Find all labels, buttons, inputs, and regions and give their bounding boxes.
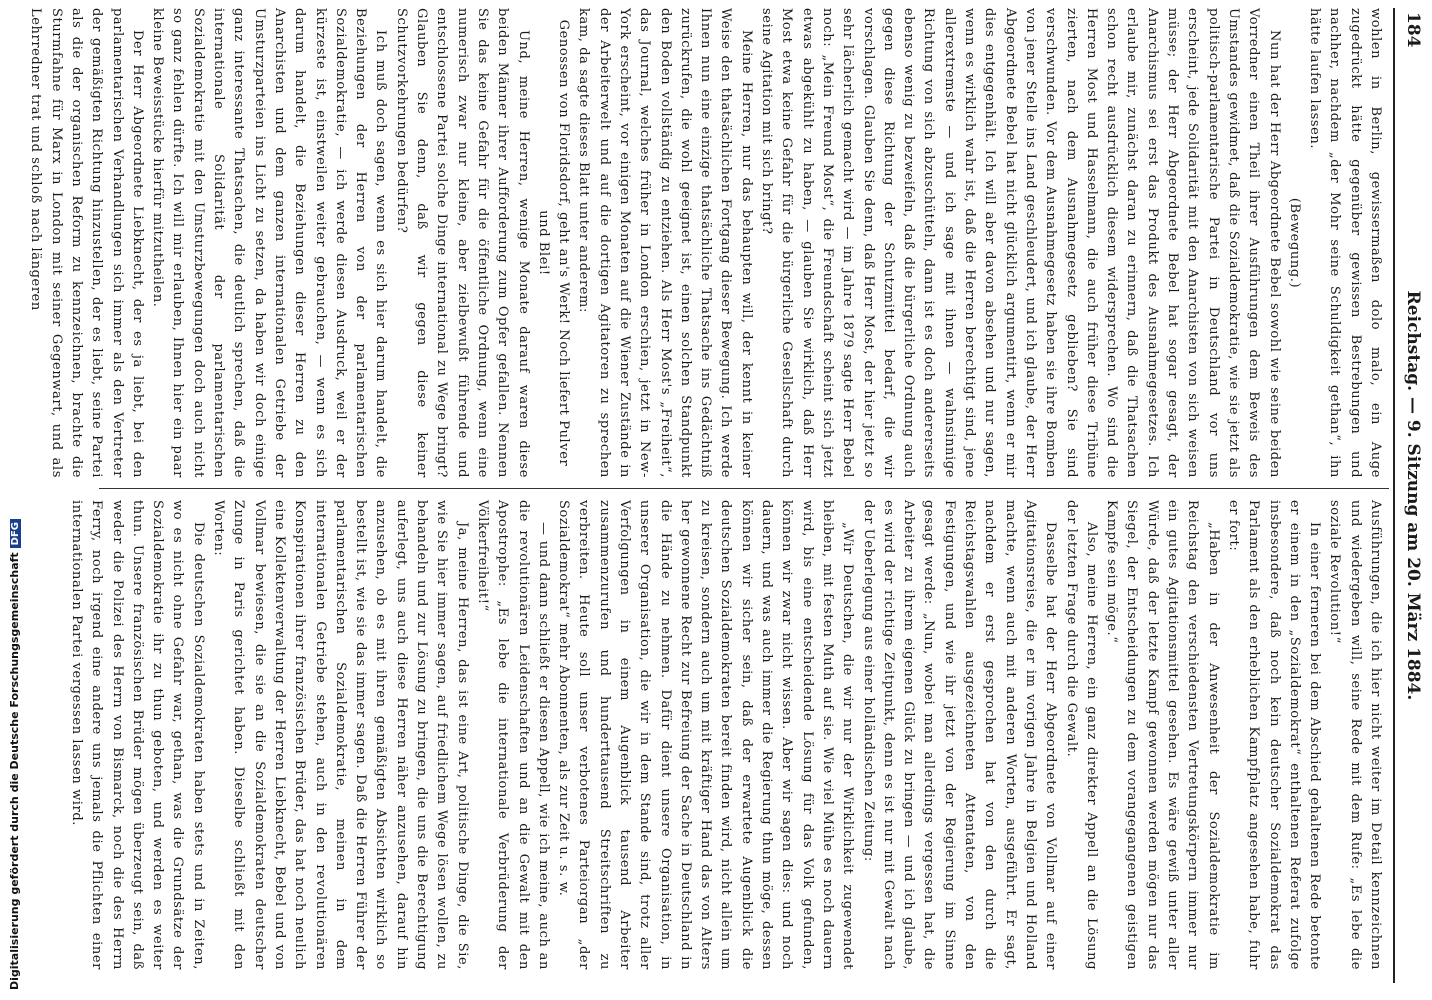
page-header (1393, 8, 1425, 983)
paragraph: Der Herr Abgeordnete Liebknecht, der es ja liebt, bei den parlamentarischen Verhandlungen sich immer als den Vertreter der gemäßigten Richtung hinzustellen, der es liebt, seine Partei als die der organischen Reform zu kennzeichnen, brachte die Sturmfahne für Marx in London mit seiner Gegenwart, und als Lehrredner trat und schloß nach längeren (28, 8, 145, 478)
paragraph: „Wir Deutschen, die wir nur der Wirklichkeit zugewendet bleiben, mit festen Muth auf sie. Wie viel Mühe es noch dauern wird, bis eine entscheidende Lösung für das Volk gefunden, können wir zwar nicht wissen. Aber wir sagen dies: und noch dauern, und was auch immer die Regierung thun möge, dessen können wir sicher sein, daß der erwartete Augenblick die deutschen Sozialdemokraten bereit finden wird, nicht allein um zu kreisen, sondern auch um mit kräftiger Hand das von Alters her gewonnene Recht zur Befreiung der Sache in Deutschland in die Hände zu nehmen. Dafür dient unsere Organisation, in unserer Organisation, die wir in dem Stande sind, trotz aller Verfolgungen in einem Augenblick tausend Arbeiter zusammenzurufen und hunderttausend Streitschriften zu verbreiten. Heute soll unser verbotenes Parteiorgan „der Sozialdemokrat“ mehr Abonnenten, als zur Zeit u. s. w. (556, 500, 856, 970)
paragraph: Die deutschen Sozialdemokraten haben stets und in Zeiten, wo es nicht ohne Gefahr war, gethan, was die Grundsätze der Sozialdemokratie ihr zu thun geboten, und werden es weiter thun. Unsere französischen Brüder mögen überzeugt sein, daß weder die Polizei des Herrn von Bismarck, noch die des Herrn Ferry, noch irgend eine andere uns jemals die Pflichten einer internationalen Partei vergessen lassen wird. (69, 500, 206, 970)
paragraph: Ausführungen, die ich hier nicht weiter im Detail kennzeichnen und wiedergeben will, seine Rede mit dem Rufe: „Es lebe die soziale Revolution!“ (1327, 500, 1383, 970)
credit-text: Digitalisierung gefördert durch die Deutsche Forschungsgemeinschaft (8, 552, 21, 990)
right-column (69, 500, 1385, 970)
paragraph: Genossen von Floridsdorf, geht an's Werk! Noch liefert Pulver und Blei! (535, 19, 572, 467)
paragraph: Ja, meine Herren, das ist eine Art, politische Dinge, die Sie, wie Sie hier immer sagen, auf friedlichem Wege lösen wollen, zu behandeln und zur Lösung zu bringen, die uns die Berechtigung auferlegt, uns auch diese Herren näher anzusehen, darauf hin anzusehen, ob es mit ihren gemäßigten Absichten wirklich so bestellt ist, wie sie das immer sagen. Daß die Herren Führer der parlamentarischen Sozialdemokratie, meinen in dem internationalen Getriebe stehen, auch in den revolutionären Konspirationen ihrer französischen Brüder, das hat noch neulich eine Kollektenverwaltung der Herren Liebknecht, Bebel und von Vollmar bewiesen, die sie an die Sozialdemokraten deutscher Zunge in Paris gerichtet haben. Dieselbe schließt mit den Worten: (211, 500, 470, 970)
page-title: Reichstag. — 9. Sitzung am 20. März 1884. (1403, 290, 1423, 701)
paragraph: wohlen in Berlin, gewissermaßen dolo malo, ein Auge zugedrückt hätte gegenüber gewissen Bestrebungen und nachher, nachdem „der Mohr seine Schuldigkeit gethan“, ihn hätte laufen lassen. (1307, 8, 1383, 478)
page-number: 184 (1403, 12, 1423, 48)
paragraph: — und dann schließt er diesen Appell, wie ich meine, auch an die revolutionären Leidenschaften und an die Gewalt mit den Apostrophe: „Es lebe die internationale Verbrüderung der Völkerfreiheit!“ (474, 500, 551, 970)
left-column (28, 8, 1385, 478)
paragraph: Dasselbe hat der Herr Abgeordnete von Vollmar auf einer Agitationsreise, die er im vorigen Jahre in Belgien und Holland machte, wenn auch mit anderen Worten, ausgeführt. Er sagt, nachdem er erst gesprochen hat von den durch die Reichstagswahlen ausgezeichneten Attentaten, von den Festigungen, und wie ihr jetzt von der Regierung im Sinne gesagt werde: „Nun, wobei man allerdings vergessen hat, die Arbeiter zu ihrem eigenen Glück zu bringen — und ich glaube, es wird der richtige Zeitpunkt, denn es ist nur mit Gewalt nach der Ueberlegung aus einer holländischen Zeitung: (860, 500, 1059, 970)
paragraph: Nun hat der Herr Abgeordnete Bebel sowohl wie seine beiden Vorredner einen Theil ihrer Ausführungen dem Beweis des Umstandes gewidmet, daß die Sozialdemokratie, wie sie jetzt als politisch-parlamentarische Partei in Deutschland vor uns erscheint, jede Solidarität mit den Anarchisten von sich weisen müsse; der Herr Abgeordnete Bebel hat sogar gesagt, der Anarchismus sei erst das Produkt des Ausnahmegesetzes. Ich erlaube mir, zunächst daran zu erinnern, daß die Thatsachen schon recht ausdrücklich diesem widersprechen. Wo sind die Herren Most und Hasselmann, die auch früher diese Tribüne zierten, nach dem Ausnahmegesetz geblieben? Sie sind verschwunden. Vor dem Ausnahmegesetz haben sie ihre Bomben von jener Stelle ins Land geschleudert, und ich glaube, der Herr Abgeordnete Bebel hat nicht glücklich argumentirt, wenn er mir dies entgegenhält. Ich will aber davon absehen und nur sagen, wenn es wirklich wahr ist, daß die Herren berechtigt sind, jene allerextremste — und ich sage mit ihnen — wahnsinnige Richtung von sich abzuschütteln, dann ist es doch andererseits ebenso wenig zu bezweifeln, daß die bürgerliche Ordnung auch gegen diese Richtung der Schutzmittel bedarf, die wir vorschlagen. Glauben Sie denn, daß Herr Most, der hier jetzt so sehr lächerlich gemacht wird — im Jahre 1879 sagte Herr Bebel noch: „Mein Freund Most“, die Freundschaft scheint sich jetzt etwas abgekühlt zu haben, — glauben Sie wirklich, daß Herr Most etwa keine Gefahr für die bürgerliche Gesellschaft durch seine Agitation mit sich bringt? (759, 8, 1282, 478)
paragraph: Und, meine Herren, wenige Monate darauf waren diese beiden Männer ihrer Aufforderung zum Opfer gefallen. Nennen Sie das keine Gefahr für die öffentliche Ordnung, wenn eine numerisch zwar nur kleine, aber zielbewußt führende und entschlossene Partei solche Dinge international zu Wege bringt? Glauben Sie denn, daß wir gegen diese keiner Schutzvorkehrungen bedürfen? (393, 8, 531, 478)
dfg-logo: DFG (10, 519, 21, 548)
digitization-credit (8, 519, 24, 990)
paragraph: (Bewegung.) (1286, 197, 1302, 289)
paragraph: Meine Herren, nur das behaupten will, der kennt in keiner Weise den thatsächlichen Fortgang dieser Bewegung. Ich werde Ihnen nun eine einzige thatsächliche Thatsache ins Gedächtniß zurückrufen, die wohl geeignet ist, einen solchen Standpunkt den Boden vollständig zu entziehen. Als Herr Most's „Freiheit“, das Journal, welches früher in London erschien, jetzt in New-York erscheint, vor einigen Monaten auf die Wiener Zustände in der Arbeiterwelt und auf die dortigen Agitatoren zu sprechen kam, da sagte dieses Blatt unter anderem: (576, 8, 754, 478)
paragraph: „Haben in der Anwesenheit der Sozialdemokratie im Reichstag den verschiedensten Vertretungskörpern immer nur ein gutes Agitationsmittel gesehen. Es wäre gewiß unter aller Würde, daß der letzte Kampf gewonnen werden mögen nur das Siegel, der Entscheidungen zu dem vorangegangenen geistigen Kampfe sein möge.“ (1104, 500, 1221, 970)
paragraph: Ich muß doch sagen, wenn es sich hier darum handelt, die Beziehungen der Herren von der parlamentarischen Sozialdemokratie, — ich werde diesen Ausdruck, weil er der kürzeste ist, einstweilen weiter gebrauchen, — wenn es sich darum handelt, die Beziehungen dieser Herren zu den Anarchisten und dem ganzen internationalen Getriebe der Umsturzparteien ins Licht zu setzen, da haben wir doch einige ganz interessante Thatsachen, die deutlich sprechen, daß die internationale Solidarität der parlamentarischen Sozialdemokratie mit den Umsturzbewegungen doch auch nicht so ganz fehlen dürfte. Ich will mir erlauben, Ihnen hier ein paar kleine Beweisstücke hierfür mitzutheilen. (150, 8, 389, 478)
paragraph: In einer ferneren bei dem Abschied gehaltenen Rede betonte er einem in den „Sozialdemokrat“ enthaltenen Referat zufolge insbesondere, daß noch kein deutscher Sozialdemokrat das Parlament als den erheblichen Kampfplatz angesehen habe, fuhr er fort: (1225, 500, 1323, 970)
paragraph: Also, meine Herren, ein ganz direkter Appell an die Lösung der letzten Frage durch die Gewalt. (1063, 500, 1099, 970)
column-divider (99, 488, 1389, 489)
rotated-page-content (28, 8, 1425, 983)
